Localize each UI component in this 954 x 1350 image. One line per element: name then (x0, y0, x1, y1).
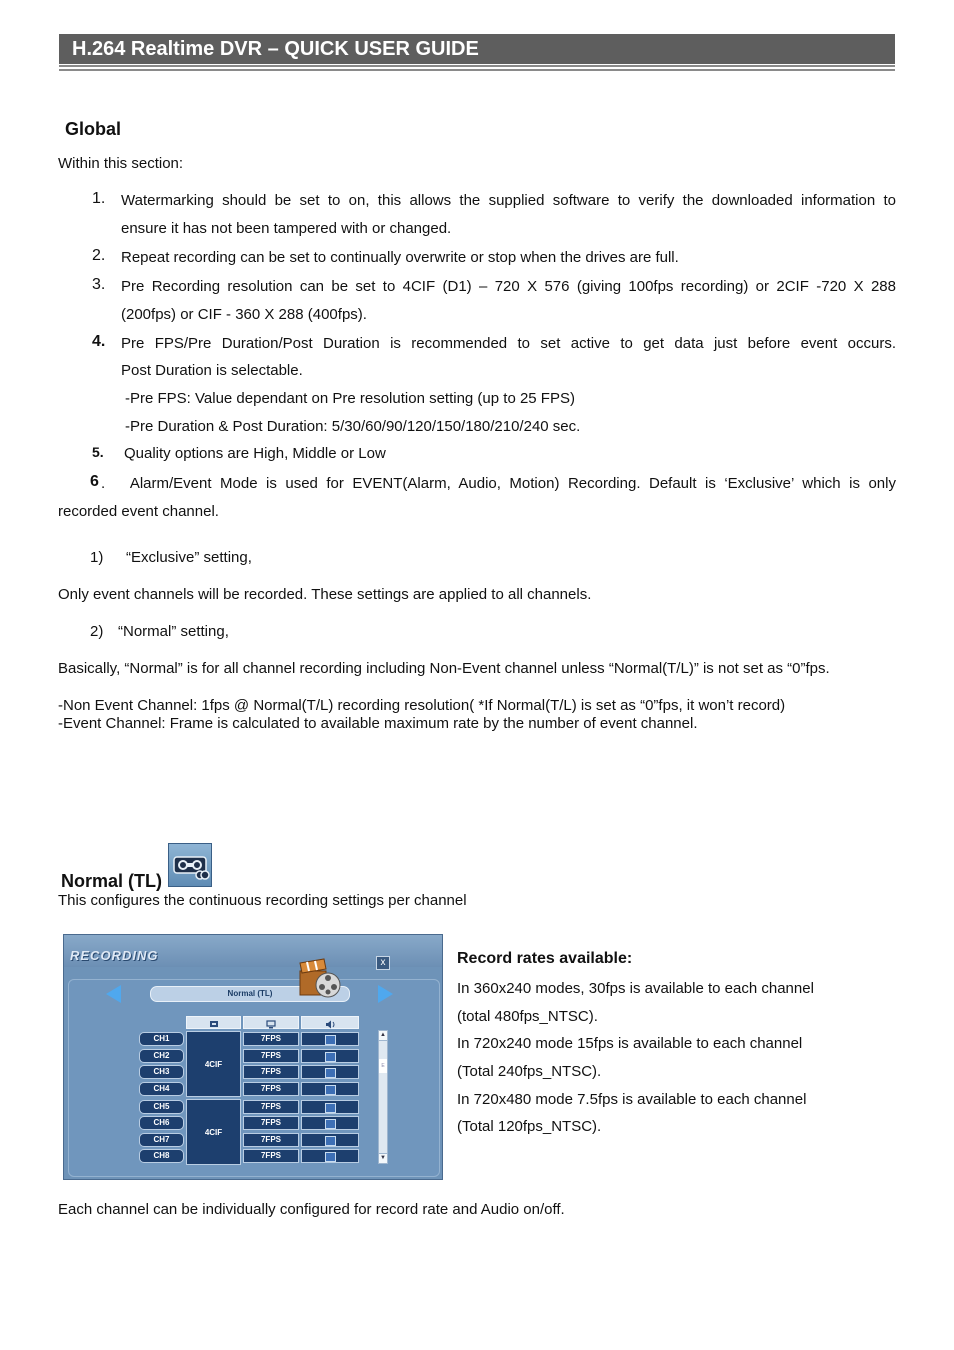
channel-label[interactable]: CH2 (139, 1049, 184, 1063)
item-text: Pre FPS/Pre Duration/Post Duration is recommended to set active to get data just before event occurs. (121, 335, 896, 352)
item-number: 1. (92, 190, 106, 207)
audio-cell (301, 1049, 359, 1063)
sub-label: 1) (90, 549, 104, 566)
column-header-resolution (186, 1016, 241, 1029)
channel-label[interactable]: CH7 (139, 1133, 184, 1147)
footer-note: Each channel can be individually configured for record rate and Audio on/off. (58, 1201, 565, 1218)
normal-heading: Normal (TL) (61, 871, 162, 891)
item-number: 3. (92, 276, 106, 293)
item-number: 4. (92, 333, 106, 350)
non-event-note: -Non Event Channel: 1fps @ Normal(T/L) recording resolution( *If Normal(T/L) is set as “0”fps, it won’t record) (58, 697, 786, 714)
audio-cell (301, 1149, 359, 1163)
item-text: Quality options are High, Middle or Low (124, 445, 386, 462)
rates-heading: Record rates available: (457, 950, 633, 967)
item-text: . Alarm/Event Mode is used for EVENT(Alarm, Audio, Motion) Recording. Default is ‘Exclusive’ which is only (101, 475, 896, 492)
item-text: Post Duration is selectable. (121, 362, 303, 379)
fps-cell[interactable]: 7FPS (243, 1149, 299, 1163)
audio-cell (301, 1032, 359, 1046)
rates-line: In 360x240 modes, 30fps is available to each channel (457, 980, 814, 997)
fps-cell[interactable]: 7FPS (243, 1133, 299, 1147)
global-heading: Global (65, 119, 122, 139)
channel-label[interactable]: CH1 (139, 1032, 184, 1046)
fps-cell[interactable]: 7FPS (243, 1065, 299, 1079)
monitor-icon (244, 1019, 298, 1030)
rates-line: (Total 120fps_NTSC). (457, 1118, 602, 1135)
event-note: -Event Channel: Frame is calculated to available maximum rate by the number of event channel. (58, 715, 698, 732)
channel-label[interactable]: CH4 (139, 1082, 184, 1096)
channel-label[interactable]: CH3 (139, 1065, 184, 1079)
scroll-up-icon[interactable]: ▲ (379, 1031, 387, 1041)
audio-cell (301, 1100, 359, 1114)
audio-cell (301, 1133, 359, 1147)
audio-cell (301, 1116, 359, 1130)
resolution-icon (187, 1019, 240, 1030)
sub-description: Basically, “Normal” is for all channel recording including Non-Event channel unless “Normal(T/L)” is not set as “0”fps. (58, 660, 830, 677)
fps-cell[interactable]: 7FPS (243, 1032, 299, 1046)
header-rule (59, 69, 895, 71)
scrollbar[interactable] (378, 1030, 388, 1164)
recording-screenshot (63, 934, 443, 1180)
header-rule (59, 65, 895, 67)
audio-checkbox[interactable] (325, 1152, 336, 1162)
channel-label[interactable]: CH6 (139, 1116, 184, 1130)
resolution-cell[interactable]: 4CIF (186, 1099, 241, 1165)
fps-cell[interactable]: 7FPS (243, 1116, 299, 1130)
resolution-cell[interactable]: 4CIF (186, 1031, 241, 1097)
scroll-down-icon[interactable]: ▼ (380, 1155, 386, 1161)
arrow-right-icon[interactable] (378, 985, 393, 1003)
scroll-thumb[interactable]: E (379, 1059, 387, 1073)
item-number: 5. (92, 444, 104, 460)
audio-checkbox[interactable] (325, 1052, 336, 1062)
audio-checkbox[interactable] (325, 1136, 336, 1146)
rates-line: (Total 240fps_NTSC). (457, 1063, 602, 1080)
item-text: Pre Recording resolution can be set to 4CIF (D1) – 720 X 576 (giving 100fps recording) or 2CIF -720 X 288 (121, 278, 896, 295)
audio-cell (301, 1082, 359, 1096)
item-text: Repeat recording can be set to continually overwrite or stop when the drives are full. (121, 249, 679, 266)
column-header-audio (301, 1016, 359, 1029)
sub-heading: “Normal” setting, (118, 623, 229, 640)
item-subtext: -Pre Duration & Post Duration: 5/30/60/90/120/150/180/210/240 sec. (125, 418, 581, 435)
audio-checkbox[interactable] (325, 1085, 336, 1095)
speaker-icon (302, 1019, 358, 1030)
audio-checkbox[interactable] (325, 1035, 336, 1045)
audio-cell (301, 1065, 359, 1079)
audio-checkbox[interactable] (325, 1103, 336, 1113)
audio-checkbox[interactable] (325, 1068, 336, 1078)
sub-description: Only event channels will be recorded. These settings are applied to all channels. (58, 586, 592, 603)
document-title: H.264 Realtime DVR – QUICK USER GUIDE (72, 38, 479, 60)
item-text: recorded event channel. (58, 503, 219, 520)
item-subtext: -Pre FPS: Value dependant on Pre resolution setting (up to 25 FPS) (125, 390, 575, 407)
recording-title: RECORDING (70, 948, 159, 963)
fps-cell[interactable]: 7FPS (243, 1049, 299, 1063)
rates-line: (total 480fps_NTSC). (457, 1008, 598, 1025)
rates-line: In 720x240 mode 15fps is available to each channel (457, 1035, 803, 1052)
item-text: ensure it has not been tampered with or changed. (121, 220, 452, 237)
item-text: (200fps) or CIF - 360 X 288 (400fps). (121, 306, 367, 323)
item-number: 2. (92, 247, 106, 264)
column-header-fps (243, 1016, 299, 1029)
clapperboard-film-icon (298, 957, 342, 999)
item-number: 6 (90, 473, 99, 490)
sub-heading: “Exclusive” setting, (126, 549, 252, 566)
global-intro: Within this section: (58, 155, 184, 172)
channel-label[interactable]: CH5 (139, 1100, 184, 1114)
fps-cell[interactable]: 7FPS (243, 1082, 299, 1096)
fps-cell[interactable]: 7FPS (243, 1100, 299, 1114)
normal-description: This configures the continuous recording settings per channel (58, 892, 467, 909)
tape-icon (168, 843, 212, 887)
close-button[interactable]: x (376, 956, 390, 970)
rates-line: In 720x480 mode 7.5fps is available to each channel (457, 1091, 807, 1108)
sub-label: 2) (90, 623, 104, 640)
mode-selector[interactable]: Normal (TL) (150, 986, 350, 1002)
arrow-left-icon[interactable] (106, 985, 121, 1003)
channel-label[interactable]: CH8 (139, 1149, 184, 1163)
item-text: Watermarking should be set to on, this allows the supplied software to verify the downloaded information to (121, 192, 896, 209)
audio-checkbox[interactable] (325, 1119, 336, 1129)
